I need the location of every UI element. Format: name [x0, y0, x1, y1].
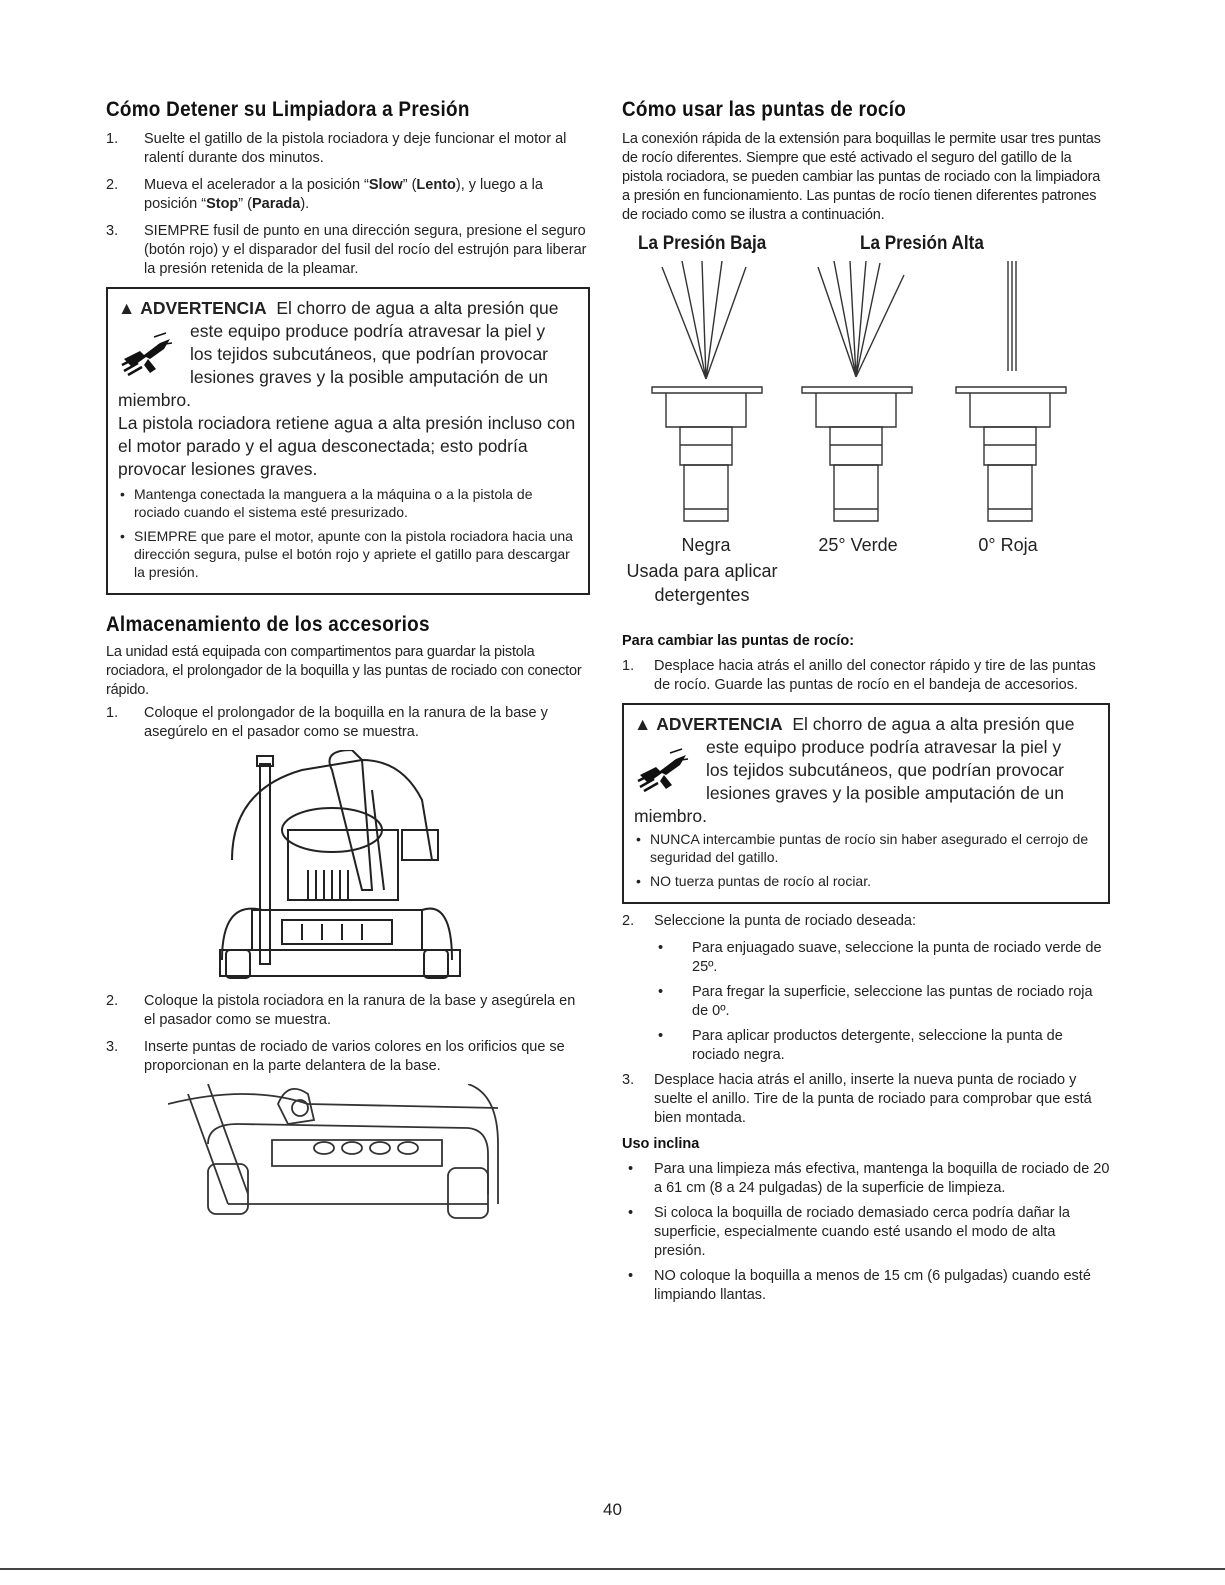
section-title-tips: Cómo usar las puntas de rocío [622, 98, 907, 121]
stop-step-3-text: SIEMPRE fusil de punto en una dirección segura, presione el seguro (botón rojo) y el disparador del fusil del rocío del estrujón para liberar la presión retenida de la pleamar. [144, 223, 587, 277]
warning-bullet: • NUNCA intercambie puntas de rocío sin haber asegurado el cerrojo de seguridad del gatillo. [636, 831, 1089, 865]
green-tip-label: 25° Verde [818, 535, 898, 555]
warning-triangle-icon: ▲ [634, 714, 652, 734]
right-column [622, 98, 1110, 1311]
angle-bullet: • Si coloca la boquilla de rociado demasiado cerca podría dañar la superficie, especialmente cuando esté usando el modo de alta presión. [628, 1205, 1070, 1259]
change-step-1: 1. Desplace hacia atrás el anillo del conector rápido y tire de las puntas de rocío. Guarde las puntas de rocío en el bandeja de accesorios. [622, 658, 1096, 693]
warning-bullet: • NO tuerza puntas de rocío al rociar. [636, 873, 871, 889]
warning-box-right: ▲ ADVERTENCIA El chorro de agua a alta presión que este equipo produce podría atravesar la piel y los tejidos subcutáneos, que podrían provocar lesiones graves y la posible amputación de un miembro. • NUNCA intercambie puntas de rocío sin haber asegurado el cerrojo de seguridad del gatillo. • NO tuerza puntas de rocío al rociar. [622, 703, 1110, 904]
angle-bullet: • NO coloque la boquilla a menos de 15 cm (6 pulgadas) cuando esté limpiando llantas. [628, 1268, 1091, 1303]
change-steps [622, 657, 1110, 695]
warning-bullet: • Mantenga conectada la manguera a la máquina o a la pistola de rociado cuando el sistema esté presurizado. [120, 486, 533, 520]
warning-paragraph: La pistola rociadora retiene agua a alta presión incluso con el motor parado y el agua desconectada; esto podría provocar lesiones graves. [118, 413, 576, 479]
red-tip-diagram [956, 261, 1066, 521]
sub-bullet: • Para aplicar productos detergente, seleccione la punta de rociado negra. [658, 1028, 1063, 1063]
black-tip-diagram [652, 261, 762, 521]
black-tip-note-2: detergentes [654, 585, 750, 605]
stop-label: Stop [206, 196, 239, 212]
spray-tip-diagrams [622, 261, 1110, 561]
lento-label: Lento [416, 177, 456, 193]
black-tip-note-1: Usada para aplicar [626, 561, 778, 581]
storage-step-1: 1. Coloque el prolongador de la boquilla en la ranura de la base y asegúrelo en el pasador como se muestra. [106, 705, 548, 740]
change-tips-title: Para cambiar las puntas de rocío: [622, 633, 855, 649]
stop-step-1-text: Suelte el gatillo de la pistola rociadora y deje funcionar el motor al ralentí durante dos minutos. [144, 131, 567, 166]
red-tip-label: 0° Roja [978, 535, 1038, 555]
sub-bullet: • Para enjuagado suave, seleccione la punta de rociado verde de 25º. [658, 940, 1102, 975]
tips-intro: La conexión rápida de la extensión para boquillas le permite usar tres puntas de rocío diferentes. Siempre que esté activado el seguro del gatillo de la pistola rociadora, se pueden cambiar las puntas de rociado con la limpiadora a presión en funcionamiento. Las puntas de rocío tienen diferentes patrones de rociado como se ilustra a continuación. [622, 131, 1101, 223]
warning-label: ADVERTENCIA [140, 298, 267, 318]
mount-step-3: 3. Desplace hacia atrás el anillo, inserte la nueva punta de rociado y suelte el anillo. Tire de la punta de rociado para comprobar que está bien montada. [622, 1072, 1092, 1126]
section-title-storage: Almacenamiento de los accesorios [106, 613, 430, 636]
bottom-rule [0, 1568, 1225, 1570]
stop-step-3: 3. SIEMPRE fusil de punto en una dirección segura, presione el seguro (botón rojo) y el disparador del fusil del rocío del estrujón para liberar la presión retenida de la pleamar. [106, 223, 587, 277]
storage-intro: La unidad está equipada con compartimentos para guardar la pistola rociadora, el prolongador de la boquilla y las puntas de rociado con conector rápido. [106, 644, 582, 698]
high-pressure-injection-icon [636, 745, 690, 795]
angle-title: Uso inclina [622, 1136, 700, 1152]
left-column [106, 98, 590, 1234]
stop-steps [106, 130, 590, 279]
storage-steps [106, 992, 590, 1076]
pressure-washer-illustration [212, 750, 472, 982]
warning-lead-right: ▲ ADVERTENCIA El chorro de agua a alta presión que [634, 714, 1075, 734]
select-step-2: 2. Seleccione la punta de rociado deseada: [622, 913, 916, 929]
page-number: 40 [603, 1500, 622, 1519]
base-nozzle-holes-illustration [168, 1084, 508, 1234]
warning-triangle-icon: ▲ [118, 298, 136, 318]
sub-bullet: • Para fregar la superficie, seleccione las puntas de rociado roja de 0º. [658, 984, 1093, 1019]
high-pressure-heading: La Presión Alta [860, 233, 984, 254]
storage-step-2: 2. Coloque la pistola rociadora en la ranura de la base y asegúrela en el pasador como se muestra. [106, 993, 576, 1028]
angle-bullets [622, 1160, 1110, 1305]
high-pressure-injection-icon [120, 329, 174, 379]
warning-box-left: ▲ ADVERTENCIA El chorro de agua a alta presión que este equipo produce podría atravesar la piel y los tejidos subcutáneos, que podrían provocar lesiones graves y la posible amputación de un miembro. La pistola rociadora retiene agua a alta presión incluso con el motor parado y el agua desconectada; esto podría provocar lesiones graves. • Mantenga conectada la manguera a la máquina o a la pistola de rociado cuando el sistema esté presurizado. • SIEMPRE que pare el motor, apunte con la pistola rociadora hacia una dirección segura, pulse el botón rojo y apriete el gatillo para descargar la presión. [106, 287, 590, 595]
parada-label: Parada [251, 196, 301, 212]
select-steps [622, 912, 1110, 931]
mount-steps [622, 1071, 1110, 1128]
stop-step-2: 2. Mueva el acelerador a la posición “Slow” (Lento), y luego a la posición “Stop” (Parada). [106, 177, 543, 212]
angle-bullet: • Para una limpieza más efectiva, mantenga la boquilla de rociado de 20 a 61 cm (8 a 24 pulgadas) de la superficie de limpieza. [628, 1161, 1110, 1196]
warning-bullet: • SIEMPRE que pare el motor, apunte con la pistola rociadora hacia una dirección segura, pulse el botón rojo y apriete el gatillo para descargar la presión. [120, 528, 573, 580]
warning-label: ADVERTENCIA [656, 714, 783, 734]
warning-bullets-right [634, 830, 1100, 890]
black-tip-label: Negra [681, 535, 731, 555]
warning-lead-left: ▲ ADVERTENCIA El chorro de agua a alta presión que [118, 298, 559, 318]
green-tip-diagram [802, 261, 912, 521]
select-sub-bullets [622, 939, 1110, 1065]
section-title-stop: Cómo Detener su Limpiadora a Presión [106, 98, 470, 121]
storage-step-list-1 [106, 704, 590, 742]
slow-label: Slow [368, 177, 403, 193]
spray-tips-figure [622, 233, 1110, 613]
warning-bullets-left [118, 485, 580, 581]
stop-step-1: 1. Suelte el gatillo de la pistola rociadora y deje funcionar el motor al ralentí durante dos minutos. [106, 131, 567, 166]
storage-step-3: 3. Inserte puntas de rociado de varios colores en los orificios que se proporcionan en la parte delantera de la base. [106, 1039, 565, 1074]
low-pressure-heading: La Presión Baja [638, 233, 767, 254]
